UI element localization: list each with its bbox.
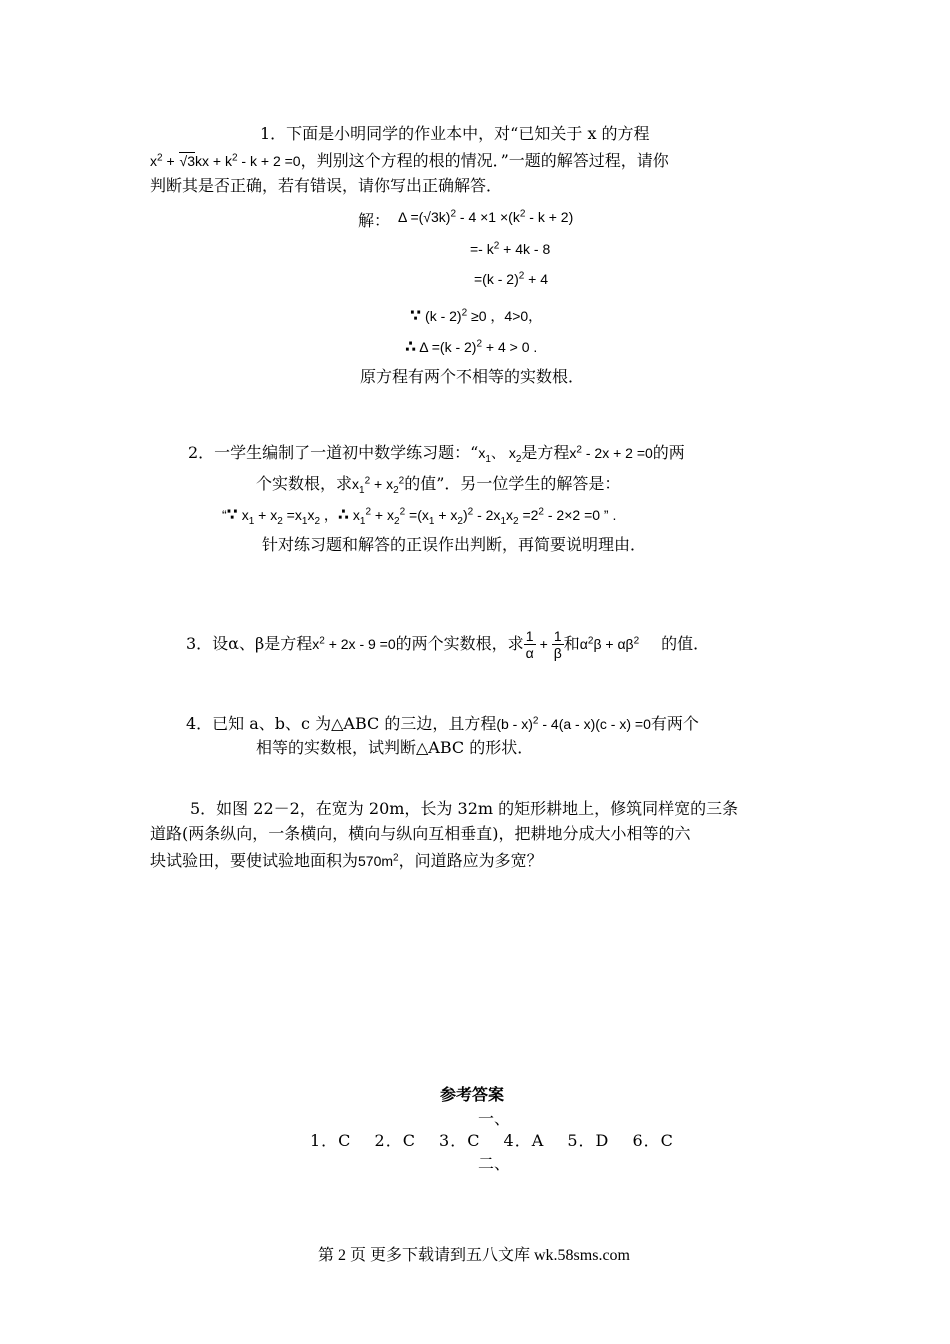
q3-equation: $x^2 + 2x - 9 =0$ <box>312 635 396 652</box>
q3-frac-alpha: $\frac{1}{\alpha}$ <box>525 628 534 661</box>
q1-solution-conclusion: 原方程有两个不相等的实数根． <box>360 367 585 386</box>
q5-line3-a: 块试验田，要使试验地面积为 <box>150 851 359 870</box>
q3-line <box>186 620 709 668</box>
q1-solution-step5: ∴ Δ =(k - 2)$^2$ + 4 > 0 . <box>405 338 538 356</box>
q5-area: $570m^2$ <box>358 852 399 869</box>
q1-line3: 判断其是否正确，若有错误，请你写出正确解答． <box>150 176 503 195</box>
q1-solution-step4: ∵ (k - 2)$^2$ ≥0 ，4>0， <box>410 307 543 325</box>
q4-equation: (b - x)$^2$ - 4(a - x)(c - x) =0 <box>496 715 651 732</box>
q5-line3-b: ，问道路应为多宽？ <box>398 851 543 870</box>
q2-roots: $x_1$、 $x_2$ <box>478 445 522 465</box>
q2-line4: 针对练习题和解答的正误作出判断，再简要说明理由． <box>262 535 647 554</box>
q3-expression: $\alpha^2\beta + \alpha\beta^2$ <box>579 635 640 652</box>
answers-section-2: 二、 <box>478 1154 511 1173</box>
answers-title: 参考答案 <box>440 1085 505 1104</box>
q4-line1-b: 有两个 <box>650 714 699 733</box>
q2-equation: $x^2 - 2x + 2 =0$ <box>569 444 653 461</box>
q2-target: $x_1^2 + x_2^2$ <box>352 475 405 496</box>
q3-text-c: 和 <box>563 634 580 653</box>
q2-line1-a: 2．一学生编制了一道初中数学练习题：“ <box>188 443 479 462</box>
q2-student-answer: “∵ $x_1 + x_2 =x_1x_2$ ，∴ $x_1^2 + x_2^2 =(x_1 + x_2)^2 - 2x_1x_2 =2^2 - 2\times 2 =0$ ” . <box>222 506 617 527</box>
q4-line1 <box>186 713 699 735</box>
q3-text-b: 的两个实数根，求 <box>395 634 524 653</box>
q1-solution-step3: =(k - 2)$^2$ + 4 <box>474 270 549 287</box>
q1-solution-step1: $\Delta =(√3k)^2 - 4 \times 1 \times(k^2 - k + 2)$ <box>398 208 574 225</box>
answers-section-1: 一、 <box>478 1109 511 1128</box>
q3-text-a: 3．设α、β是方程 <box>186 634 313 653</box>
q5-line2: 道路(两条纵向，一条横向，横向与纵向互相垂直)，把耕地分成大小相等的六 <box>150 824 691 843</box>
q1-line2-tail: ，判别这个方程的根的情况．”一题的解答过程，请你 <box>300 151 669 170</box>
q2-line2-b: 的值”．另一位学生的解答是： <box>404 474 621 493</box>
q2-line1-c: 的两 <box>652 443 685 462</box>
q1-line2 <box>150 150 669 172</box>
q1-equation: $x^2 + √3kx + k^2 - k + 2 =0$ <box>150 152 301 169</box>
q3-text-d: 的值． <box>661 634 710 653</box>
q4-line1-a: 4．已知 a、b、c 为△ABC 的三边，且方程 <box>186 714 497 733</box>
q2-line1-b: 是方程 <box>521 443 570 462</box>
q2-line2-a: 个实数根，求 <box>256 474 353 493</box>
answers-items: 1．C 2．C 3．C 4．A 5．D 6．C <box>310 1131 674 1150</box>
q5-line1: 5．如图 22－2，在宽为 20m，长为 32m 的矩形耕地上，修筑同样宽的三条 <box>190 799 739 818</box>
q5-line3 <box>150 850 543 872</box>
q2-line1 <box>188 442 685 464</box>
q1-line1: 1．下面是小明同学的作业本中，对“已知关于 x 的方程 <box>260 124 650 143</box>
q2-line2 <box>256 473 620 495</box>
q1-solution-label: 解： <box>358 211 391 230</box>
q4-line2: 相等的实数根，试判断△ABC 的形状． <box>256 738 534 757</box>
q3-plus: + <box>535 636 552 652</box>
q1-solution-step2: =- $k^2 + 4k - 8$ <box>470 240 551 257</box>
q3-frac-beta: $\frac{1}{\beta}$ <box>553 628 562 661</box>
page-footer: 第 2 页 更多下载请到五八文库 wk.58sms.com <box>318 1247 631 1264</box>
